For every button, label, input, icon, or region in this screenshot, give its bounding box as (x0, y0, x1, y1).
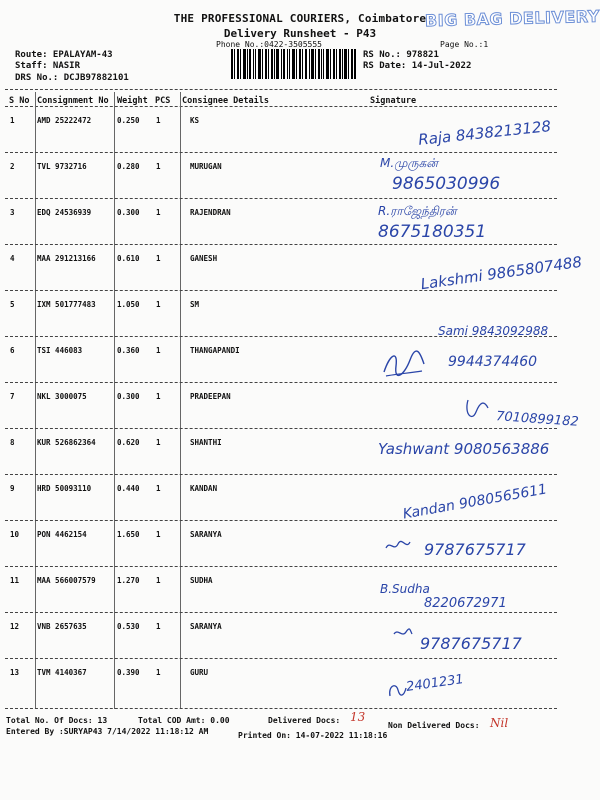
row-weight: 0.280 (117, 162, 140, 171)
row-sno: 8 (10, 438, 15, 447)
delivered-docs-label: Delivered Docs: (268, 716, 341, 725)
table-row (0, 566, 600, 612)
row-consignee: GANESH (190, 254, 218, 263)
table-row (0, 612, 600, 658)
row-consignee: GURU (190, 668, 209, 677)
col-header-consignment: Consignment No (37, 96, 109, 106)
row-consignment-no: VNB 2657635 (37, 622, 87, 631)
row-signature: Lakshmi 9865807488 (419, 252, 584, 294)
table-row (0, 106, 600, 152)
row-sno: 10 (10, 530, 20, 539)
row-consignment-no: AMD 25222472 (37, 116, 92, 125)
row-consignment-no: TVL 9732716 (37, 162, 87, 171)
row-consignee: RAJENDRAN (190, 208, 231, 217)
non-delivered-docs-label: Non Delivered Docs: (388, 721, 480, 730)
row-pcs: 1 (156, 576, 161, 585)
row-signature: Raja 8438213128 (417, 117, 552, 149)
row-consignee: KANDAN (190, 484, 218, 493)
col-header-pcs: PCS (155, 96, 171, 106)
row-signature: Yashwant 9080563886 (378, 440, 550, 458)
row-sno: 3 (10, 208, 15, 217)
row-pcs: 1 (156, 254, 161, 263)
row-pcs: 1 (156, 622, 161, 631)
row-signature: 2401231 (405, 672, 465, 695)
row-signature: Kandan 9080565611 (401, 481, 549, 523)
row-signature: B.Sudha (380, 582, 430, 596)
company-title: THE PROFESSIONAL COURIERS, Coimbatore (173, 12, 427, 25)
row-pcs: 1 (156, 530, 161, 539)
big-bag-delivery-stamp: BIG BAG DELIVERY (424, 6, 600, 31)
row-consignee: SHANTHI (190, 438, 222, 447)
row-consignment-no: MAA 291213166 (37, 254, 96, 263)
row-consignment-no: EDQ 24536939 (37, 208, 92, 217)
barcode-image (231, 49, 356, 79)
rs-number: RS No.: 978821 (363, 50, 439, 60)
signature-scribble-image (384, 538, 412, 554)
row-signature: R.ராஜேந்திரன் (378, 204, 457, 218)
table-row (0, 658, 600, 704)
signature-scribble-image (462, 396, 492, 426)
row-signature: Sami 9843092988 (438, 324, 549, 338)
row-rule (5, 708, 557, 709)
row-signature: M.முருகன் (380, 156, 438, 170)
printed-on: Printed On: 14-07-2022 11:18:16 (238, 731, 388, 740)
row-sno: 12 (10, 622, 20, 631)
row-weight: 0.530 (117, 622, 140, 631)
row-signature: 9944374460 (448, 354, 538, 370)
row-signature: 8675180351 (378, 222, 487, 242)
row-consignee: PRADEEPAN (190, 392, 231, 401)
row-consignee: SUDHA (190, 576, 213, 585)
signature-scribble-image (380, 346, 428, 380)
row-pcs: 1 (156, 392, 161, 401)
row-weight: 0.610 (117, 254, 140, 263)
entered-by: Entered By :SURYAP43 7/14/2022 11:18:12 AM (6, 727, 209, 736)
table-row (0, 382, 600, 428)
row-consignment-no: HRD 50093110 (37, 484, 92, 493)
col-header-consignee: Consignee Details (182, 96, 269, 106)
drs-number: DRS No.: DCJB97882101 (15, 73, 129, 83)
row-pcs: 1 (156, 438, 161, 447)
col-header-weight: Weight (117, 96, 148, 106)
rs-date: RS Date: 14-Jul-2022 (363, 61, 472, 71)
row-pcs: 1 (156, 346, 161, 355)
row-pcs: 1 (156, 116, 161, 125)
row-weight: 1.270 (117, 576, 140, 585)
row-sno: 11 (10, 576, 20, 585)
row-sno: 5 (10, 300, 15, 309)
table-row (0, 290, 600, 336)
table-row (0, 428, 600, 474)
row-signature: 9787675717 (420, 634, 522, 653)
row-consignment-no: NKL 3000075 (37, 392, 87, 401)
row-weight: 0.360 (117, 346, 140, 355)
signature-scribble-image (392, 626, 414, 640)
row-consignee: KS (190, 116, 200, 125)
route-label: Route: EPALAYAM-43 (15, 50, 113, 60)
row-consignee: SARANYA (190, 622, 222, 631)
row-weight: 0.250 (117, 116, 140, 125)
table-row (0, 152, 600, 198)
row-weight: 0.300 (117, 208, 140, 217)
row-weight: 0.390 (117, 668, 140, 677)
delivered-docs-handwritten: 13 (350, 710, 366, 724)
row-sno: 2 (10, 162, 15, 171)
row-consignment-no: PON 4462154 (37, 530, 87, 539)
row-weight: 1.050 (117, 300, 140, 309)
row-consignee: SM (190, 300, 200, 309)
row-sno: 7 (10, 392, 15, 401)
row-signature: 9787675717 (424, 540, 526, 559)
runsheet-title: Delivery Runsheet - P43 (223, 27, 377, 40)
row-signature: 9865030996 (392, 174, 501, 194)
row-sno: 9 (10, 484, 15, 493)
phone-number: Phone No.:0422-3505555 (216, 40, 322, 49)
col-header-sno: S No (9, 96, 30, 106)
row-signature: 7010899182 (495, 409, 580, 430)
page-number: Page No.:1 (440, 40, 489, 49)
table-row (0, 336, 600, 382)
row-pcs: 1 (156, 162, 161, 171)
non-delivered-docs-handwritten: Nil (490, 716, 509, 730)
row-weight: 0.440 (117, 484, 140, 493)
row-consignee: MURUGAN (190, 162, 222, 171)
table-row (0, 198, 600, 244)
row-consignment-no: KUR 526862364 (37, 438, 96, 447)
total-docs: Total No. Of Docs: 13 (6, 716, 108, 725)
row-signature: 8220672971 (424, 596, 507, 611)
row-consignment-no: IXM 501777483 (37, 300, 96, 309)
table-row (0, 474, 600, 523)
row-pcs: 1 (156, 484, 161, 493)
row-sno: 4 (10, 254, 15, 263)
row-pcs: 1 (156, 300, 161, 309)
row-consignee: THANGAPANDI (190, 346, 240, 355)
table-row (0, 520, 600, 566)
row-consignee: SARANYA (190, 530, 222, 539)
row-pcs: 1 (156, 668, 161, 677)
col-header-signature: Signature (370, 96, 417, 106)
row-consignment-no: TSI 446083 (37, 346, 83, 355)
table-row (0, 244, 600, 294)
row-pcs: 1 (156, 208, 161, 217)
row-sno: 6 (10, 346, 15, 355)
total-cod-amount: Total COD Amt: 0.00 (138, 716, 230, 725)
row-weight: 0.300 (117, 392, 140, 401)
row-sno: 1 (10, 116, 15, 125)
row-weight: 1.650 (117, 530, 140, 539)
row-weight: 0.620 (117, 438, 140, 447)
row-consignment-no: MAA 566007579 (37, 576, 96, 585)
row-sno: 13 (10, 668, 20, 677)
row-consignment-no: TVM 4140367 (37, 668, 87, 677)
header-top-rule (5, 89, 557, 90)
staff-label: Staff: NASIR (15, 61, 81, 71)
